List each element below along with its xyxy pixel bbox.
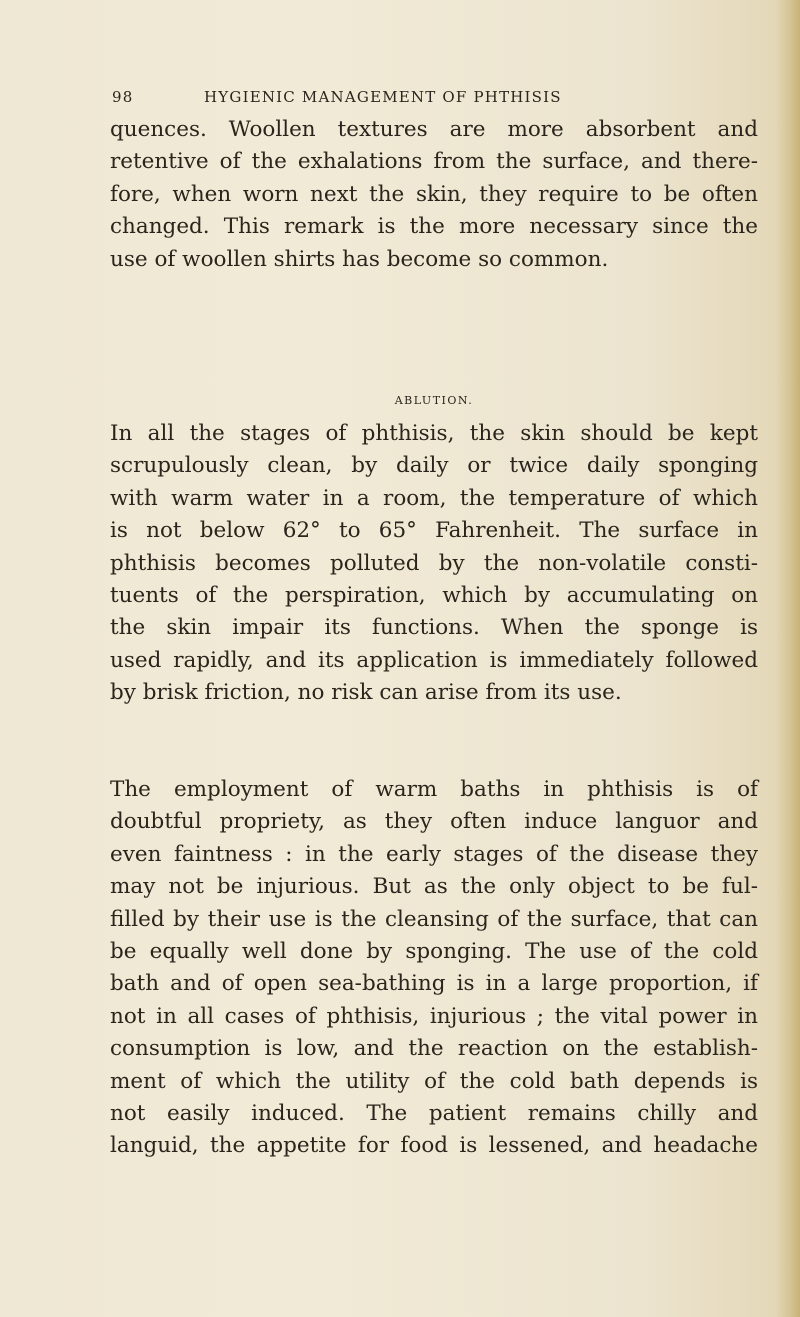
text-line: quences. Woollen textures are more absorbent and	[110, 117, 758, 142]
page-number: 98	[112, 88, 134, 106]
paragraph-baths	[110, 774, 758, 1163]
text-line: doubtful propriety, as they often induce languor and	[110, 809, 758, 835]
text-line: with warm water in a room, the temperature of which	[110, 485, 758, 511]
text-line: In all the stages of phthisis, the skin should be kept	[110, 421, 758, 446]
text-line: even faintness : in the early stages of the disease they	[110, 841, 758, 867]
section-heading: ABLUTION.	[394, 394, 474, 407]
text-line: be equally well done by sponging. The use of the cold	[110, 939, 758, 965]
text-line: changed. This remark is the more necessary since the	[110, 214, 758, 240]
running-head	[112, 88, 762, 114]
text-line: use of woollen shirts has become so common.	[110, 246, 609, 272]
text-line: tuents of the perspiration, which by accumulating on	[110, 583, 758, 609]
text-line: used rapidly, and its application is immediately followed	[110, 647, 758, 673]
text-line: consumption is low, and the reaction on the establish-	[110, 1036, 758, 1062]
text-line: may not be injurious. But as the only object to be ful-	[110, 874, 758, 900]
text-line: filled by their use is the cleansing of the surface, that can	[110, 906, 758, 932]
text-line: scrupulously clean, by daily or twice daily sponging	[110, 453, 758, 479]
text-line: not easily induced. The patient remains chilly and	[110, 1101, 758, 1127]
text-line: bath and of open sea-bathing is in a large proportion, if	[110, 971, 758, 997]
text-line: by brisk friction, no risk can arise from its use.	[110, 680, 622, 706]
page-edge-shadow	[774, 0, 800, 1317]
paragraph-ablution	[110, 418, 758, 710]
text-line: retentive of the exhalations from the surface, and there-	[110, 149, 758, 175]
text-line: the skin impair its functions. When the sponge is	[110, 615, 758, 641]
text-line: ment of which the utility of the cold bath depends is	[110, 1068, 758, 1094]
text-line: The employment of warm baths in phthisis is of	[110, 777, 758, 802]
paragraph-woollen-textures	[110, 114, 758, 276]
text-line: is not below 62° to 65° Fahrenheit. The surface in	[110, 518, 758, 544]
running-title: HYGIENIC MANAGEMENT OF PHTHISIS	[204, 88, 562, 106]
text-line: phthisis becomes polluted by the non-volatile consti-	[110, 550, 758, 576]
text-line: fore, when worn next the skin, they require to be often	[110, 181, 758, 207]
text-line: languid, the appetite for food is lessened, and headache	[110, 1133, 758, 1159]
text-line: not in all cases of phthisis, injurious ; the vital power in	[110, 1003, 758, 1029]
